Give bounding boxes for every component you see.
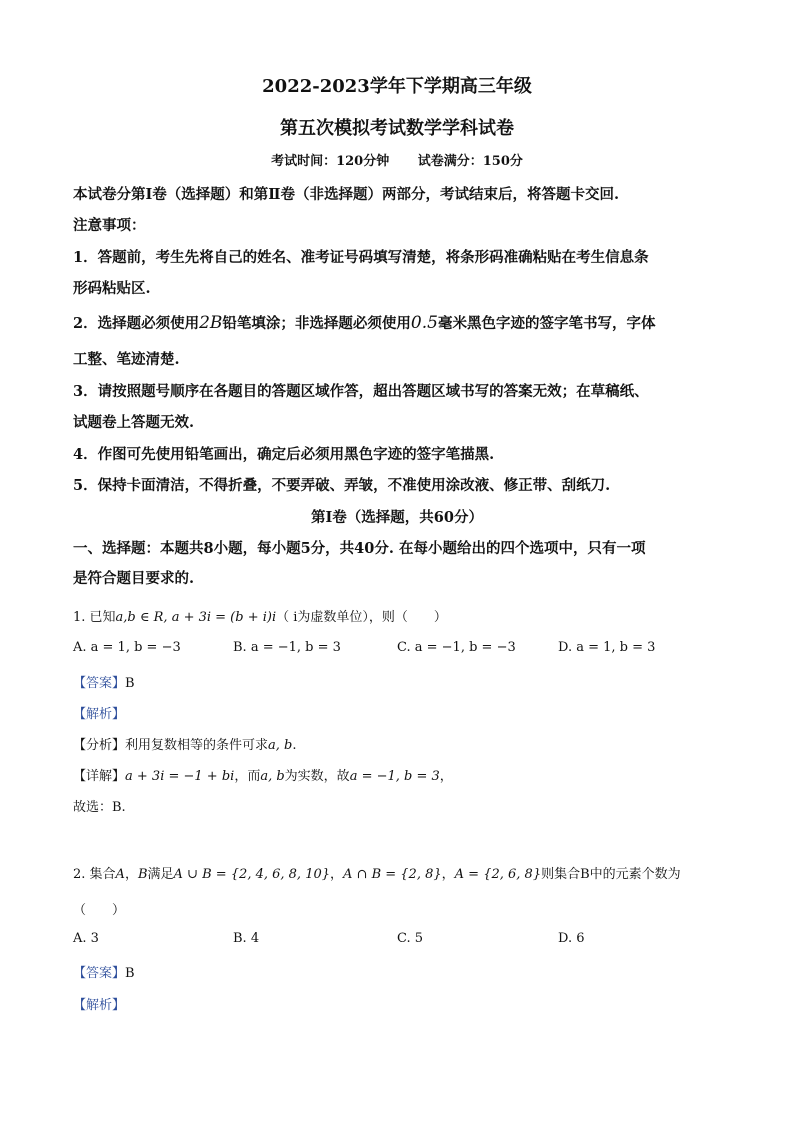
q1-xiangjie-mid1: ，而 bbox=[234, 769, 261, 784]
q1-option-b: B. a = −1, b = 3 bbox=[233, 640, 341, 655]
q2-set-a: A bbox=[115, 867, 125, 882]
q2-option-b: B. 4 bbox=[233, 931, 260, 946]
q2-comma: ， bbox=[124, 867, 138, 882]
note-2-mid: 铅笔填涂；非选择题必须使用 bbox=[222, 315, 411, 332]
q2-answer-value: B bbox=[125, 966, 135, 981]
q1-xiangjie-end: ， bbox=[439, 769, 453, 784]
q1-xiangjie bbox=[73, 765, 453, 784]
q2-mid1: 满足 bbox=[147, 867, 174, 882]
part1-line1: 一、选择题：本题共8小题，每小题5分，共40分. 在每小题给出的四个选项中，只有一项 bbox=[73, 540, 646, 557]
q2-answer-tag: 【答案】 bbox=[73, 966, 126, 981]
q1-analysis-tag: 【解析】 bbox=[73, 707, 126, 722]
notes-title: 注意事项： bbox=[73, 217, 146, 234]
q1-fenxi-text: 利用复数相等的条件可求 bbox=[125, 738, 269, 753]
q2-math2: A ∩ B = {2, 8} bbox=[343, 867, 442, 882]
note-4: 4．作图可先使用铅笔画出，确定后必须用黑色字迹的签字笔描黑. bbox=[73, 446, 495, 463]
q1-xiangjie-math3: a = −1, b = 3 bbox=[349, 769, 440, 784]
q2-paren: （ ） bbox=[73, 903, 126, 918]
q2-mid3: ， bbox=[441, 867, 455, 882]
q1-fenxi bbox=[73, 734, 297, 753]
note-5: 5．保持卡面清洁，不得折叠，不要弄破、弄皱，不准使用涂改液、修正带、刮纸刀. bbox=[73, 477, 611, 494]
exam-meta bbox=[0, 150, 794, 169]
exam-time: 考试时间：120分钟 bbox=[271, 154, 390, 169]
note-1-line2: 形码粘贴区. bbox=[73, 280, 151, 297]
q2-math3: A = {2, 6, 8} bbox=[454, 867, 542, 882]
q1-post: （ i为虚数单位），则（ ） bbox=[276, 610, 447, 625]
note-1-line1: 1．答题前，考生先将自己的姓名、准考证号码填写清楚，将条形码准确粘贴在考生信息条 bbox=[73, 249, 649, 266]
note-2-line1 bbox=[73, 312, 655, 333]
exam-title-line1: 2022-2023学年下学期高三年级 bbox=[262, 76, 532, 97]
q2-option-c: C. 5 bbox=[397, 931, 424, 946]
q1-xiangjie-math2: a, b bbox=[260, 769, 285, 784]
q1-choose: 故选：B. bbox=[73, 800, 126, 815]
q1-pre: 1. 已知 bbox=[73, 610, 116, 625]
note-2-post: 毫米黑色字迹的签字笔书写，字体 bbox=[437, 315, 656, 332]
part1-line2: 是符合题目要求的. bbox=[73, 570, 195, 587]
note-2-pencil: 2B bbox=[199, 313, 223, 333]
note-3-line1: 3．请按照题号顺序在各题目的答题区域作答，超出答题区域书写的答案无效；在草稿纸、 bbox=[73, 383, 649, 400]
q1-fenxi-math: a, b bbox=[268, 738, 293, 753]
exam-score: 试卷满分：150分 bbox=[417, 154, 523, 169]
section1-title: 第Ⅰ卷（选择题，共60分） bbox=[311, 509, 483, 526]
q1-xiangjie-mid2: 为实数，故 bbox=[284, 769, 350, 784]
q1-option-d: D. a = 1, b = 3 bbox=[558, 640, 656, 655]
q1-fenxi-tag: 【分析】 bbox=[73, 738, 126, 753]
exam-title-line2: 第五次模拟考试数学学科试卷 bbox=[280, 118, 514, 139]
q2-mid2: ， bbox=[330, 867, 344, 882]
note-2-line2: 工整、笔迹清楚. bbox=[73, 351, 180, 368]
q1-answer-value: B bbox=[125, 676, 135, 691]
note-2-mm: 0.5 bbox=[410, 313, 438, 333]
q2-analysis-tag: 【解析】 bbox=[73, 998, 126, 1013]
q1-option-a: A. a = 1, b = −3 bbox=[73, 640, 181, 655]
q1-xiangjie-math1: a + 3i = −1 + bi bbox=[125, 769, 235, 784]
q2-stem bbox=[73, 863, 681, 882]
q2-math1: A ∪ B = {2, 4, 6, 8, 10} bbox=[173, 867, 331, 882]
q1-option-c: C. a = −1, b = −3 bbox=[397, 640, 516, 655]
q2-post: 则集合B中的元素个数为 bbox=[541, 867, 681, 882]
q1-stem bbox=[73, 606, 447, 625]
q2-option-d: D. 6 bbox=[558, 931, 585, 946]
q2-pre: 2. 集合 bbox=[73, 867, 116, 882]
intro-text: 本试卷分第Ⅰ卷（选择题）和第Ⅱ卷（非选择题）两部分，考试结束后，将答题卡交回. bbox=[73, 186, 620, 203]
note-3-line2: 试题卷上答题无效. bbox=[73, 414, 195, 431]
q2-answer bbox=[73, 962, 135, 981]
q2-option-a: A. 3 bbox=[73, 931, 99, 946]
q1-answer bbox=[73, 672, 135, 691]
q1-fenxi-end: . bbox=[292, 738, 297, 753]
q1-xiangjie-tag: 【详解】 bbox=[73, 769, 126, 784]
note-2-pre: 2．选择题必须使用 bbox=[73, 315, 200, 332]
q1-math: a,b ∈ R, a + 3i = (b + i)i bbox=[115, 610, 277, 625]
q1-answer-tag: 【答案】 bbox=[73, 676, 126, 691]
q2-set-b: B bbox=[137, 867, 148, 882]
